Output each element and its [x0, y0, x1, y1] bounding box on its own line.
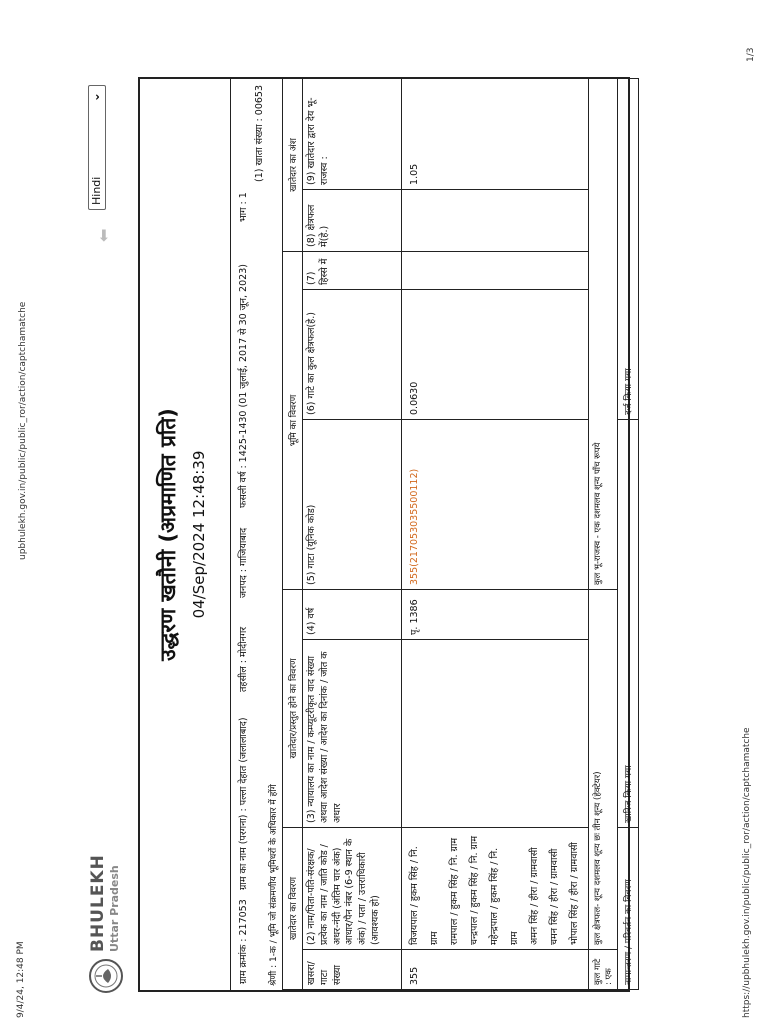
language-select[interactable]	[88, 85, 106, 210]
col-header-3: (3) न्यायालय का नाम / कम्प्यूटरीकृत वाद संख्या अथवा आदेश संख्या / आदेश का दिनांक / जोत क अधार	[303, 639, 402, 827]
col-header-8: (8) क्षेत्रफल में(हे.)	[303, 189, 402, 251]
document-title: उद्धरण खतौनी (अप्रमाणित प्रति)	[156, 408, 180, 661]
col-header-2: (2) नाम/पिता-पति-संरक्षक/प्रत्येक का नाम / जाति कोड / अधर-नंदी (अंतिम चार अंक) आधार/पैन नंबर (6-9 स्थान के अंक) / पता / उत्तराधिकारी (आवश्यक हो)	[303, 827, 402, 949]
tehsil: तहसील : मोदीनगर	[238, 626, 249, 692]
owner-line: महेन्द्रपाल / हुकम सिंह / नि. ग्राम	[488, 847, 520, 945]
owner-line: अमन सिंह / हीरा / ग्रामवासी	[528, 847, 540, 945]
top-bar	[80, 70, 132, 1000]
village-code: ग्राम क्रमांक : 217053	[238, 899, 249, 984]
col-header-5: (5) गाटा (यूनिक कोड)	[303, 419, 402, 589]
share-cell	[402, 251, 589, 289]
land-revenue: 1.05	[402, 78, 589, 189]
print-datetime: 9/4/24, 12:48 PM	[16, 941, 26, 1018]
col-header-9: (9) खातेदार द्वारा देय भू-राजस्व :	[303, 78, 402, 189]
khatauni-page	[80, 70, 640, 1000]
gata-unique-code[interactable]: 355(217053035500112)	[402, 419, 589, 589]
village-name: ग्राम का नाम (परगना) : पल्ला देहात (जलालाबाद)	[238, 717, 249, 890]
meta-row	[230, 79, 253, 990]
col-header-7: (7) हिस्से में	[303, 251, 402, 289]
owner-line: रामपाल / हुकम सिंह / नि. ग्राम	[448, 837, 460, 945]
print-url-footer: https://upbhulekh.gov.in/public/public_ror/action/captchamatche	[742, 727, 752, 1018]
group-header-row	[283, 78, 303, 989]
back-arrow-icon[interactable]: ⬅	[94, 228, 113, 242]
group-land: भूमि का विवरण	[283, 251, 303, 589]
group-share: खातेदार का अंश	[283, 78, 303, 251]
fasli-year: फसली वर्ष : 1425-1430 (01 जुलाई, 2017 से 30 जून, 2023)	[238, 264, 249, 508]
owner-line: चमन सिंह / हीरा / ग्रामवासी	[548, 848, 560, 945]
khasra-number: 355	[402, 950, 589, 990]
total-plots: कुल गाटे : एक	[589, 950, 618, 990]
col-header-1: खसरा/ गाटा संख्या	[303, 950, 402, 990]
owner-line: भोपाल सिंह / हीरा / ग्रामवासी	[568, 842, 580, 945]
year-cell: पृ. 1386	[402, 589, 589, 639]
document-frame	[138, 77, 634, 992]
print-url-header: upbhulekh.gov.in/public/public_ror/action/captchamatche	[18, 301, 28, 560]
district: जनपद : गाजियाबाद	[238, 527, 249, 598]
owner-line: विजयपाल / हुकम सिंह / नि.	[409, 846, 420, 945]
mutation-removed: खारिज किया गया	[618, 419, 639, 827]
chevron-down-icon: ⌄	[88, 92, 102, 103]
part: भाग : 1	[238, 192, 249, 222]
account-number: (1) खाता संख्या : 00653	[254, 85, 265, 183]
owner-line: ग्राम	[428, 931, 440, 945]
khatauni-table	[282, 78, 639, 990]
gata-area: 0.0630	[402, 289, 589, 419]
category-line: श्रेणी : 1-क / भूमि जो संक्रमणीय भूमिधरों के अधिकार में होंगे	[269, 784, 279, 986]
table-row	[402, 78, 589, 989]
owner-list	[402, 827, 589, 949]
up-emblem-logo	[88, 958, 124, 994]
total-area-words: कुल क्षेत्रफल- शून्य दशमलव शून्य छः तीन शून्य (हेक्टेयर)	[589, 589, 618, 949]
language-selected: Hindi	[90, 176, 103, 205]
column-header-row	[303, 78, 402, 989]
court-details	[402, 639, 589, 827]
mutation-label: नामान्तरण / परिवर्तन का विवरण	[618, 827, 639, 989]
summary-row	[589, 78, 618, 989]
brand-name: BHULEKH	[88, 854, 108, 952]
print-page-number: 1/3	[746, 47, 756, 62]
document-date: 04/Sep/2024 12:48:39	[190, 450, 208, 619]
owner-line: चन्द्रपाल / हुकम सिंह / नि. ग्राम	[468, 835, 480, 945]
mutation-added: दर्ज किया गया	[618, 78, 639, 419]
group-court: खातेदार/प्रस्तुत होने का विवरण	[283, 589, 303, 827]
group-holder: खातेदार का विवरण	[283, 827, 303, 989]
col-header-4: (4) वर्ष	[303, 589, 402, 639]
col-header-6: (6) गाटे का कुल क्षेत्रफल(हे.)	[303, 289, 402, 419]
mutation-row	[618, 78, 639, 989]
brand-subtitle: Uttar Pradesh	[108, 865, 121, 952]
brand	[88, 854, 121, 952]
total-revenue-words: कुल भू-राजस्व - एक दशमलव शून्य पाँच रूपये	[589, 78, 618, 589]
share-area	[402, 189, 589, 251]
